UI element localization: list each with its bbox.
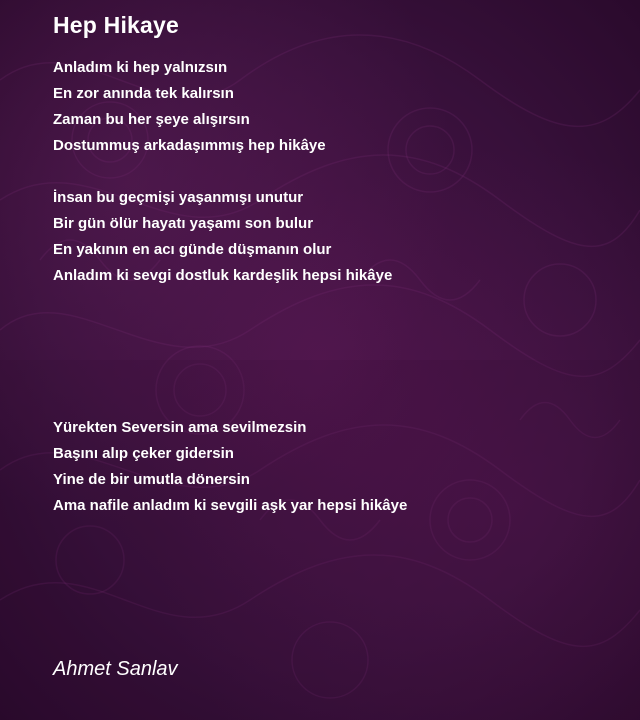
poem-line: Bir gün ölür hayatı yaşamı son bulur: [53, 215, 314, 232]
stanza-1: [53, 55, 326, 159]
poem-line: Ama nafile anladım ki sevgili aşk yar hepsi hikâye: [53, 497, 408, 514]
poem-line: Anladım ki sevgi dostluk kardeşlik hepsi hikâye: [53, 267, 393, 284]
poem-line: Yine de bir umutla dönersin: [53, 471, 250, 488]
poem-line: En yakının en acı günde düşmanın olur: [53, 241, 332, 258]
poem-line: Yürekten Seversin ama sevilmezsin: [53, 419, 307, 436]
poem-line: En zor anında tek kalırsın: [53, 85, 234, 102]
poem-title: Hep Hikaye: [53, 12, 180, 38]
poem-line: Anladım ki hep yalnızsın: [53, 59, 228, 76]
poem-author: Ahmet Sanlav: [53, 658, 178, 680]
stanza-3: [53, 415, 407, 519]
poem-line: Zaman bu her şeye alışırsın: [53, 111, 250, 128]
poem-line: Dostummuş arkadaşımmış hep hikâye: [53, 137, 326, 154]
poem-line: Başını alıp çeker gidersin: [53, 445, 234, 462]
poem-line: İnsan bu geçmişi yaşanmışı unutur: [53, 189, 304, 206]
stanza-2: [53, 185, 392, 289]
